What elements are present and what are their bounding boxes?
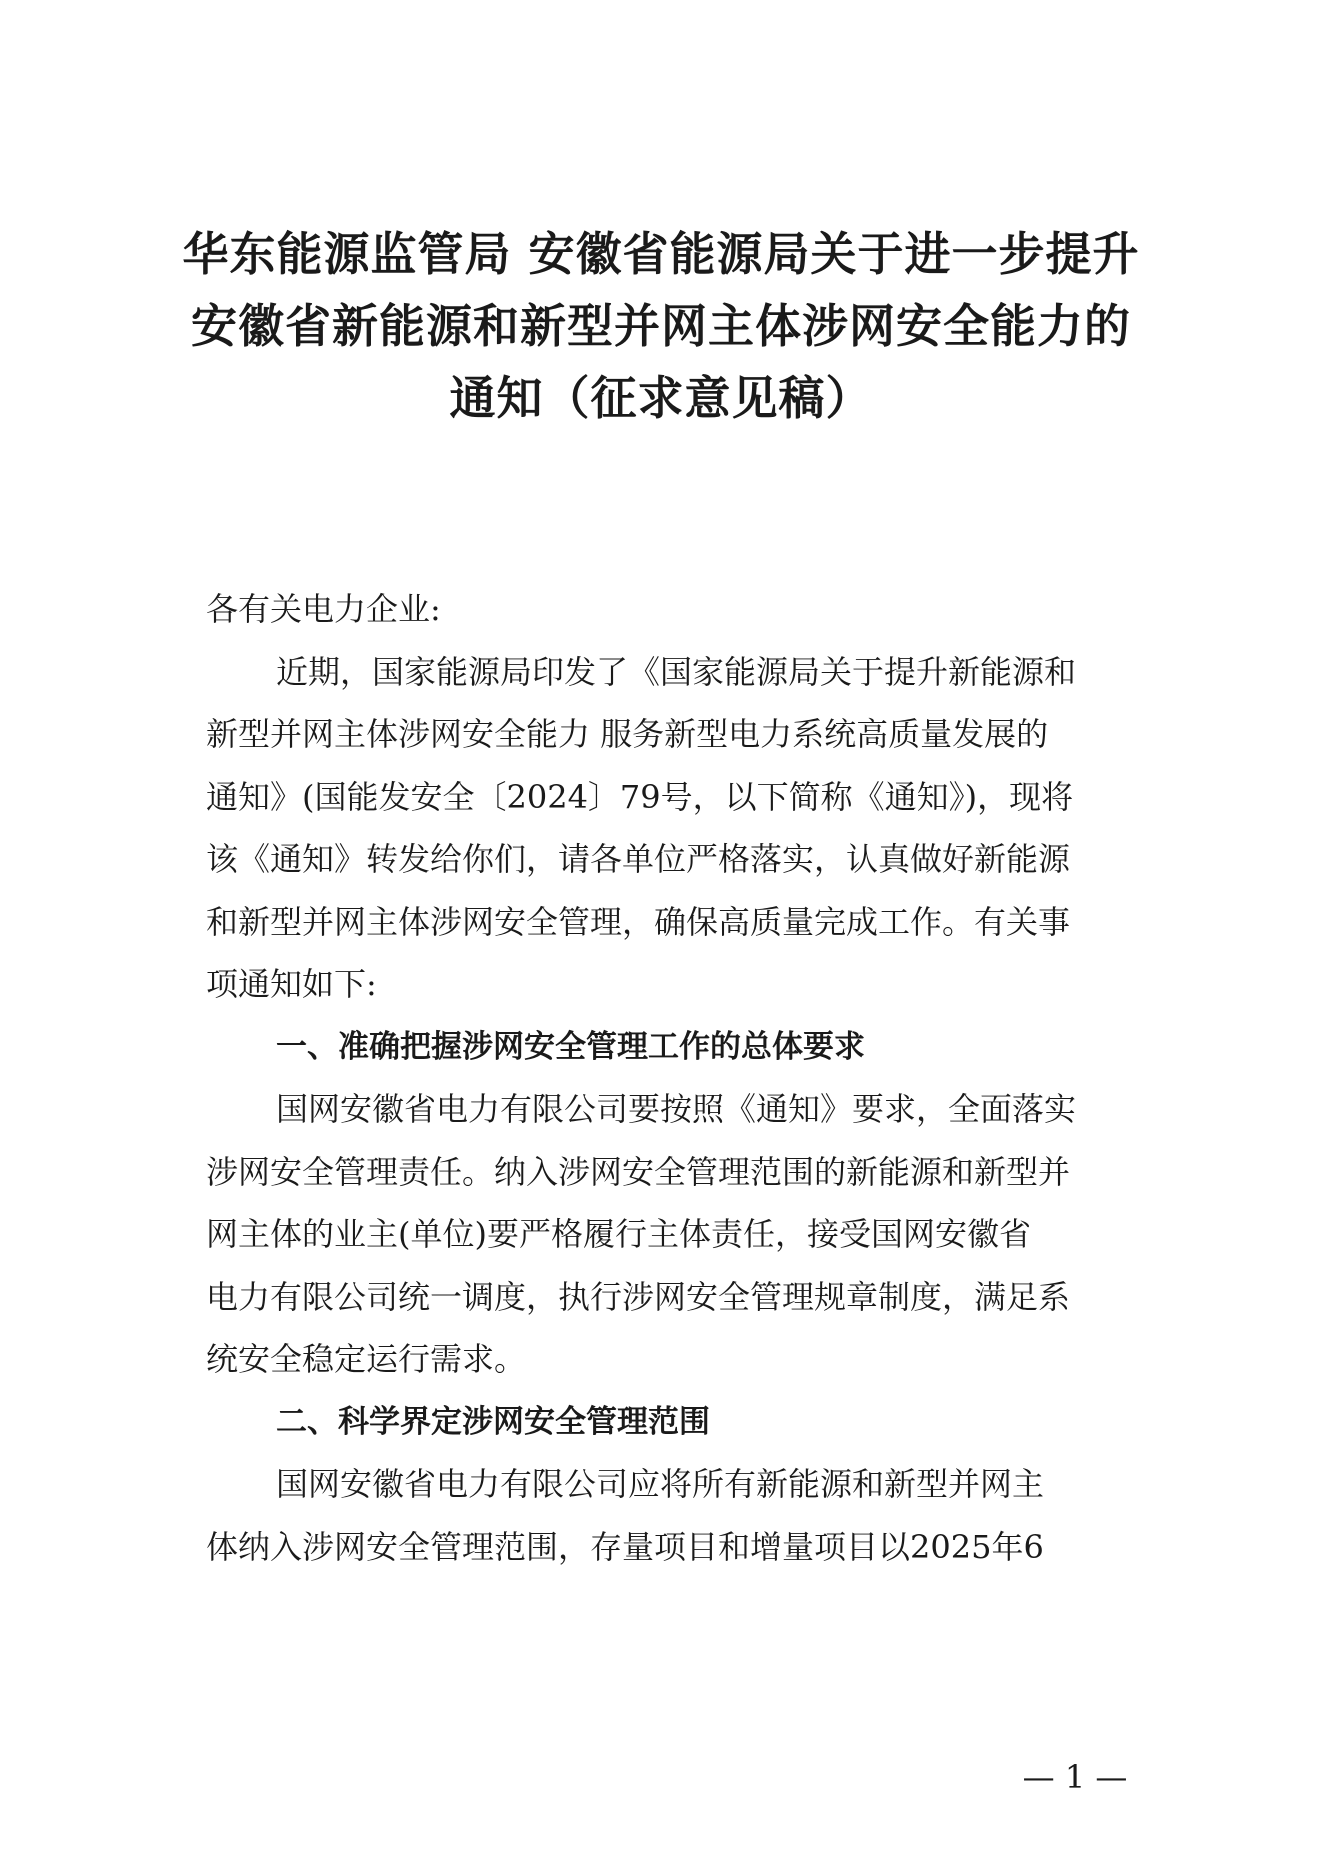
- section-2-line-1: 国网安徽省电力有限公司应将所有新能源和新型并网主: [276, 1465, 1045, 1503]
- title-line-1: 华东能源监管局 安徽省能源局关于进一步提升: [182, 227, 1140, 281]
- salutation: 各有关电力企业:: [206, 590, 441, 628]
- title-line-3: 通知（征求意见稿）: [449, 371, 873, 425]
- page-number: — 1 —: [1022, 1758, 1128, 1796]
- section-1-line-1: 国网安徽省电力有限公司要按照《通知》要求，全面落实: [276, 1090, 1077, 1128]
- intro-line-3: 通知》(国能发安全〔2024〕79号，以下简称《通知》)，现将: [206, 777, 1074, 816]
- intro-line-2: 新型并网主体涉网安全能力 服务新型电力系统高质量发展的: [206, 715, 1049, 753]
- document-title: [0, 218, 1322, 434]
- title-line-2: 安徽省新能源和新型并网主体涉网安全能力的: [191, 299, 1131, 353]
- document-body: [206, 578, 1126, 1578]
- intro-line-5: 和新型并网主体涉网安全管理，确保高质量完成工作。有关事: [206, 902, 1071, 941]
- section-1-heading: 一、准确把握涉网安全管理工作的总体要求: [276, 1028, 865, 1065]
- section-2-heading: 二、科学界定涉网安全管理范围: [276, 1403, 710, 1440]
- section-2-line-2: 体纳入涉网安全管理范围，存量项目和增量项目以2025年6: [206, 1527, 1044, 1566]
- intro-line-6: 项通知如下:: [206, 965, 377, 1003]
- section-1-line-4: 电力有限公司统一调度，执行涉网安全管理规章制度，满足系: [206, 1277, 1071, 1316]
- section-1-line-3: 网主体的业主(单位)要严格履行主体责任，接受国网安徽省: [206, 1215, 1031, 1253]
- intro-line-4: 该《通知》转发给你们，请各单位严格落实，认真做好新能源: [206, 840, 1071, 878]
- section-1-line-2: 涉网安全管理责任。纳入涉网安全管理范围的新能源和新型并: [206, 1152, 1071, 1191]
- intro-line-1: 近期，国家能源局印发了《国家能源局关于提升新能源和: [276, 652, 1077, 691]
- section-1-line-5: 统安全稳定运行需求。: [206, 1340, 527, 1378]
